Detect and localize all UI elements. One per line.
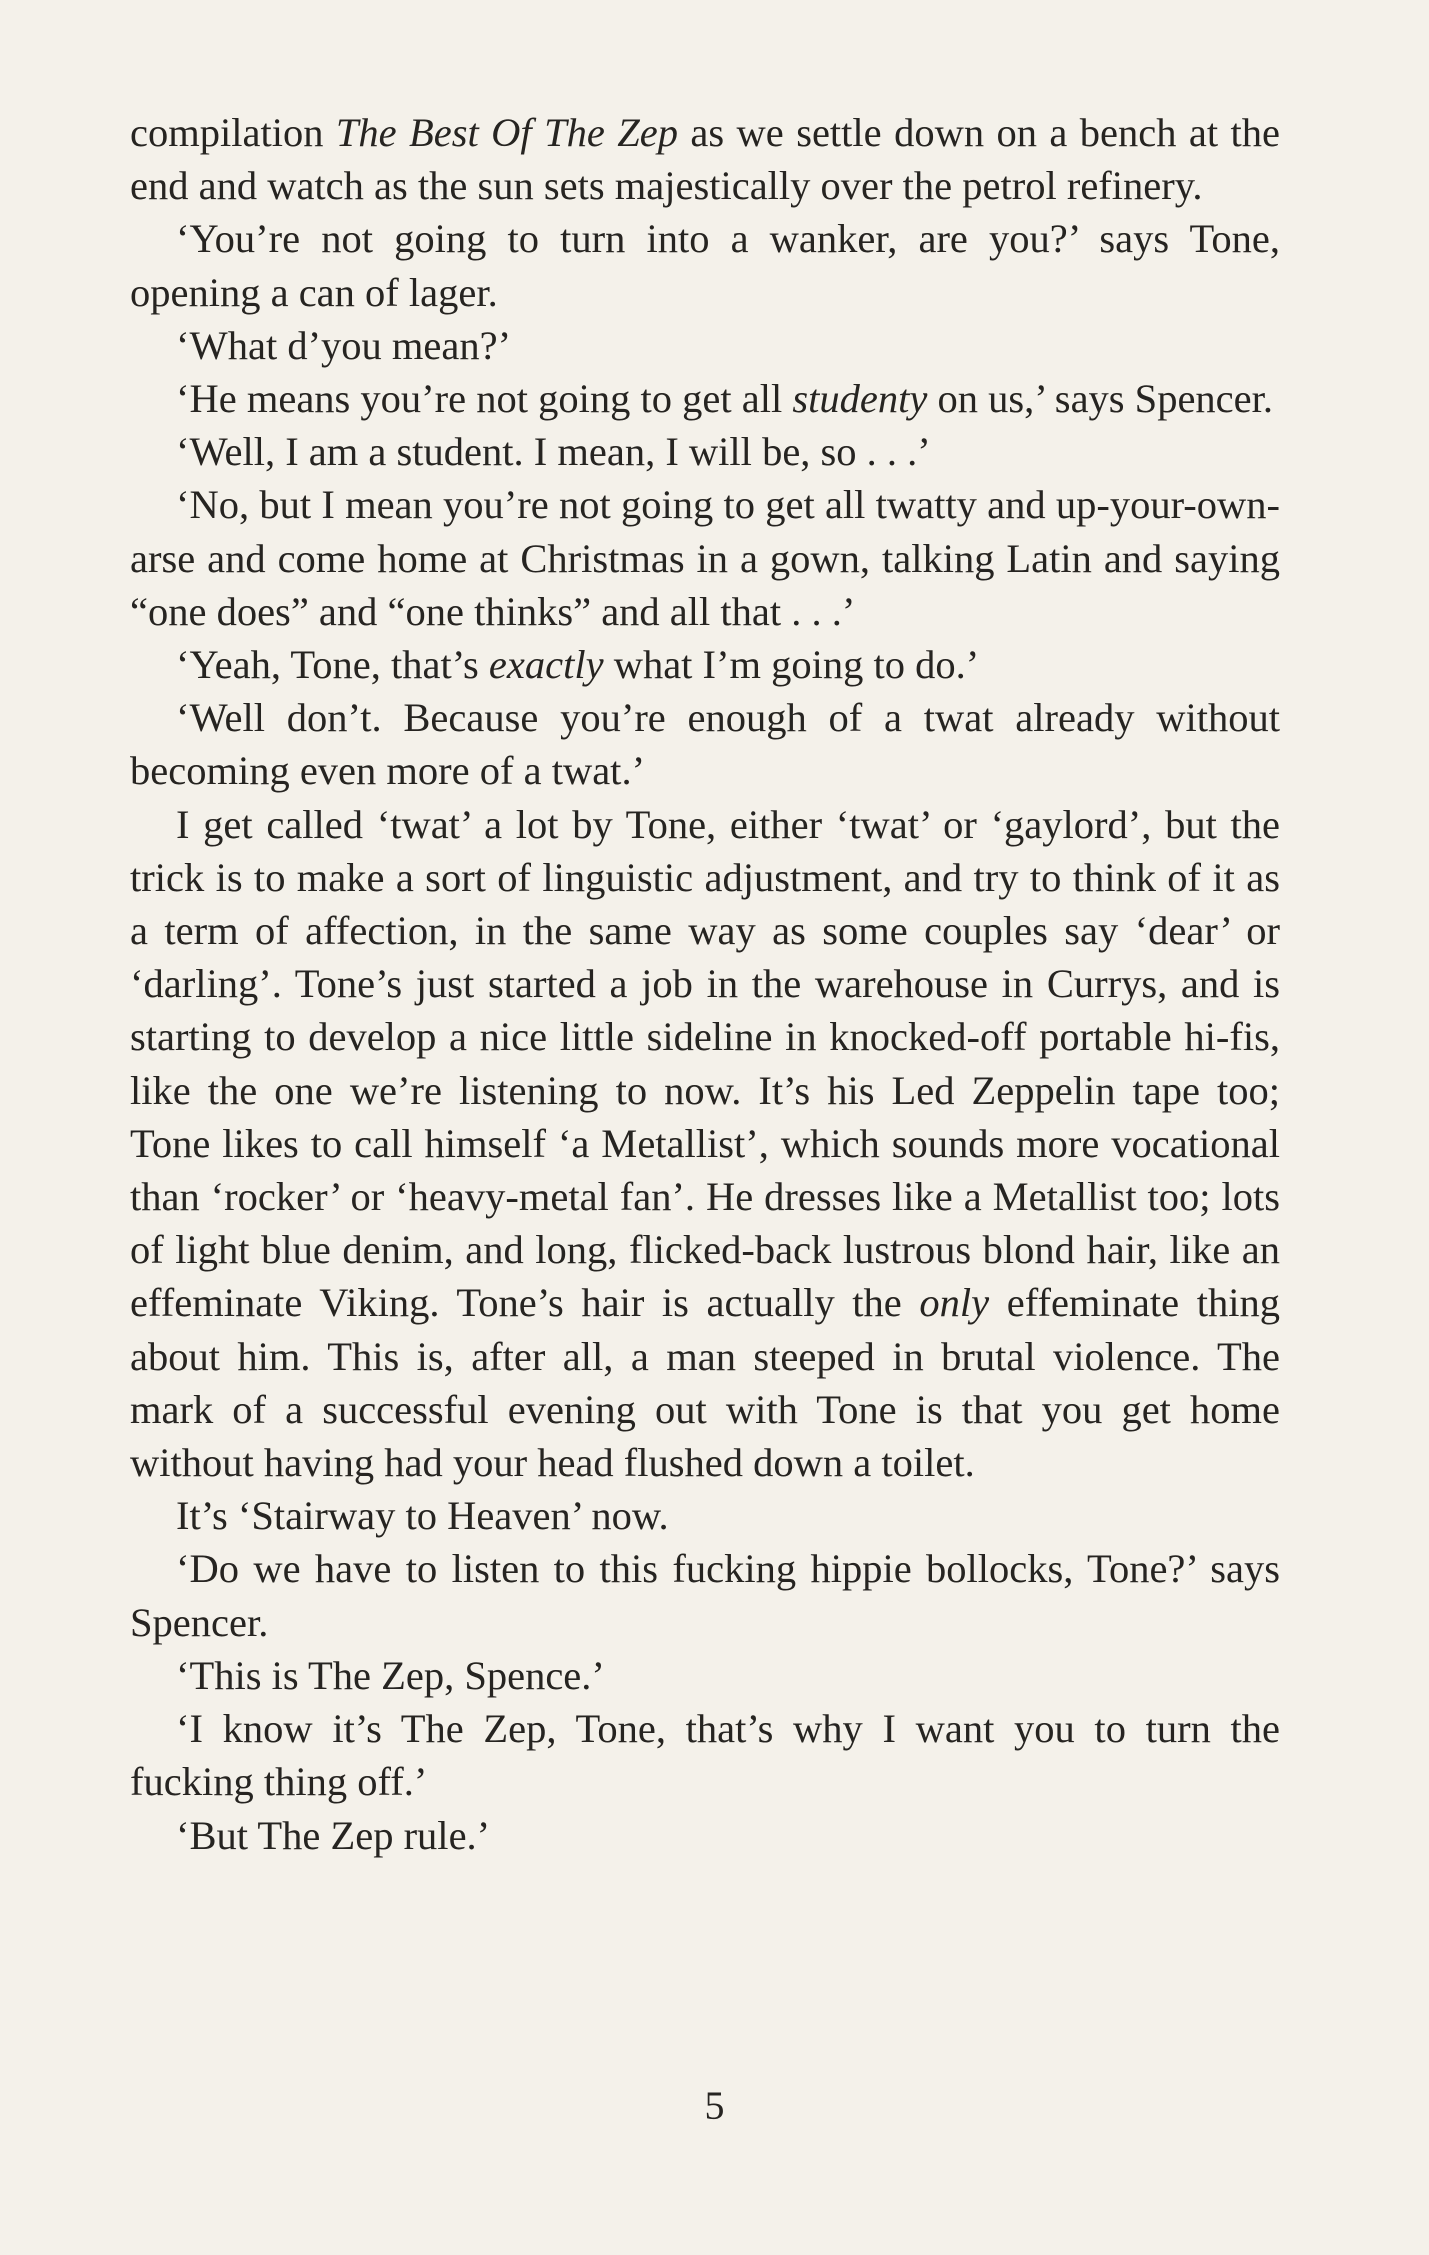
text-run: ‘He means you’re not going to get all <box>176 376 793 422</box>
paragraph <box>130 425 1280 478</box>
paragraph <box>130 106 1280 212</box>
text-run: ‘No, but I mean you’re not going to get all twatty and up-your-own-arse and come home at Christmas in a gown, talking Latin and saying “one does” and “one thinks” and all that . . .’ <box>130 482 1280 634</box>
text-run: on us,’ says Spencer. <box>927 376 1274 422</box>
text-run: ‘Yeah, Tone, that’s <box>176 642 489 688</box>
paragraph <box>130 319 1280 372</box>
italic-text: exactly <box>488 642 604 688</box>
page-number: 5 <box>704 2083 725 2128</box>
paragraph <box>130 1489 1280 1542</box>
italic-text: studenty <box>792 376 928 422</box>
text-run: ‘Do we have to listen to this fucking hippie bollocks, Tone?’ says Spencer. <box>130 1546 1280 1645</box>
text-run: ‘What d’you mean?’ <box>176 322 512 368</box>
italic-text: The Best Of The Zep <box>335 110 678 155</box>
text-run: I get called ‘twat’ a lot by Tone, either ‘twat’ or ‘gaylord’, but the trick is to make a sort of linguistic adjustment, and try to think of it as a term of affection, in the same way as some couples say ‘dear’ or ‘darling’. Tone’s just started a job in the warehouse in Currys, and is starting to develop a nice little sideline in knocked-off portable hi-fis, like the one we’re listening to now. It’s his Led Zeppelin tape too; Tone likes to call himself ‘a Metallist’, which sounds more vocational than ‘rocker’ or ‘heavy-metal fan’. He dresses like a Metallist too; lots of light blue denim, and long, flicked-back lustrous blond hair, like an effeminate Viking. Tone’s hair is actually the <box>130 801 1280 1326</box>
text-run: It’s ‘Stairway to Heaven’ now. <box>176 1493 669 1539</box>
paragraph <box>130 798 1280 1490</box>
text-run: what I’m going to do.’ <box>603 642 980 688</box>
paragraph <box>130 638 1280 691</box>
paragraph <box>130 1809 1280 1862</box>
italic-text: only <box>919 1280 990 1326</box>
body-text <box>130 106 1280 1862</box>
text-run: ‘I know it’s The Zep, Tone, that’s why I want you to turn the fucking thing off.’ <box>130 1706 1280 1805</box>
paragraph <box>130 372 1280 425</box>
paragraph <box>130 691 1280 797</box>
paragraph <box>130 1542 1280 1648</box>
text-run: ‘But The Zep rule.’ <box>176 1812 491 1858</box>
text-run: compilation <box>130 110 336 155</box>
text-run: ‘Well, I am a student. I mean, I will be, so . . .’ <box>176 429 931 475</box>
text-run: ‘You’re not going to turn into a wanker, are you?’ says Tone, opening a can of lager. <box>130 216 1280 315</box>
paragraph <box>130 212 1280 318</box>
text-run: as we settle down on a bench at the end and watch as the sun sets majestically over the petrol refinery. <box>130 110 1280 209</box>
text-run: ‘This is The Zep, Spence.’ <box>176 1652 605 1698</box>
text-run: effeminate thing about him. This is, after all, a man steeped in brutal violence. The mark of a successful evening out with Tone is that you get home without having had your head flushed down a toilet. <box>130 1280 1280 1486</box>
paragraph <box>130 478 1280 638</box>
paragraph <box>130 1702 1280 1808</box>
paragraph <box>130 1649 1280 1702</box>
text-run: ‘Well don’t. Because you’re enough of a twat already without becoming even more of a twat.’ <box>130 695 1280 794</box>
